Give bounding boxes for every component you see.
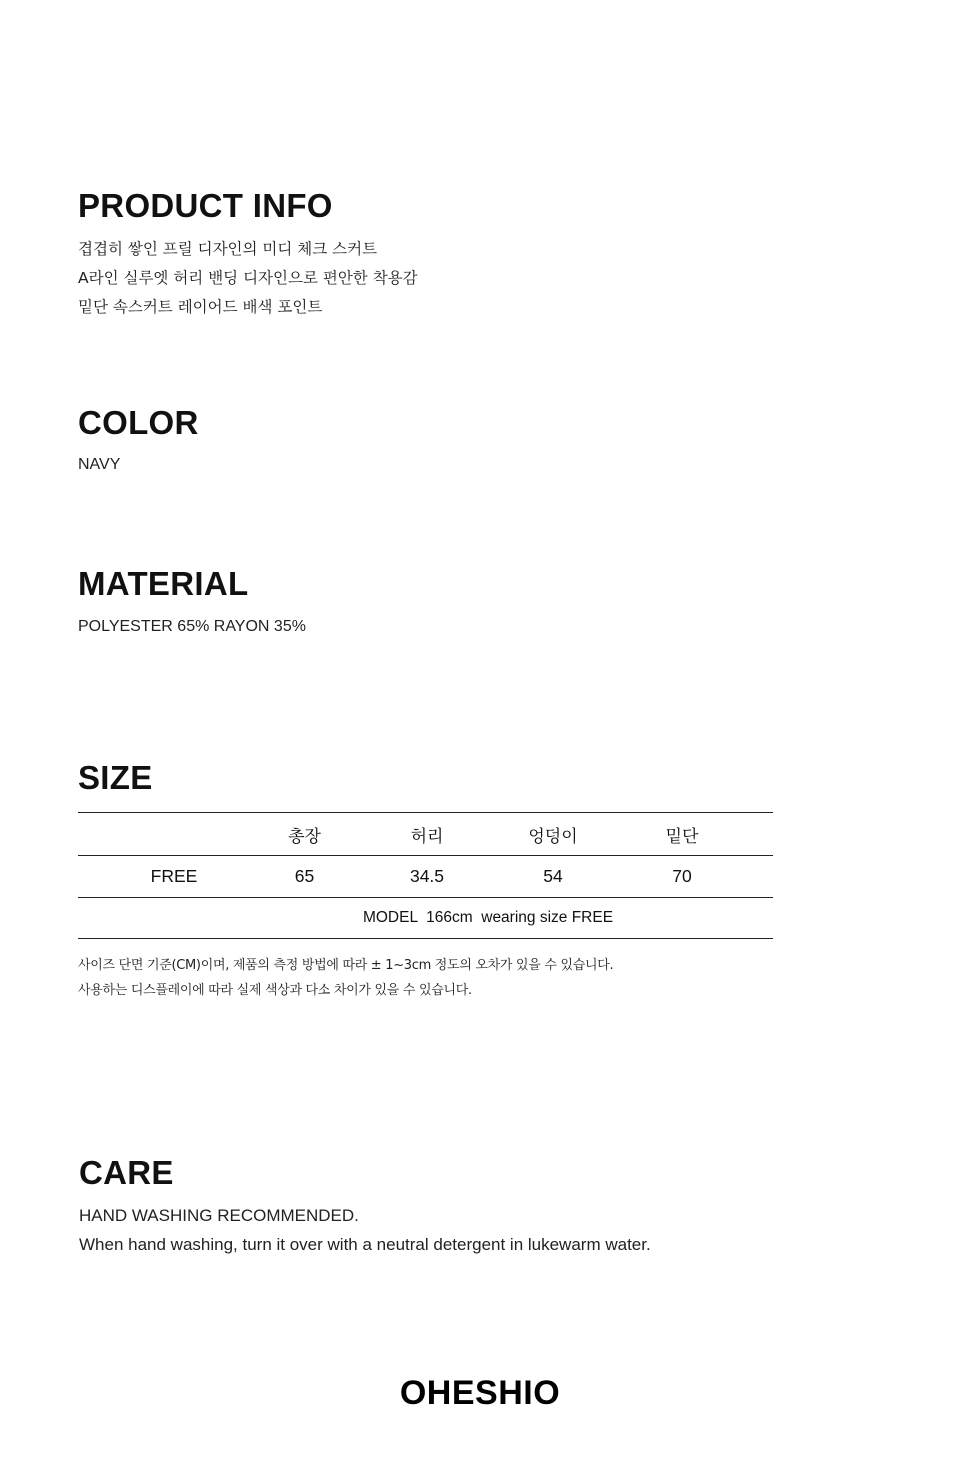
table-row [78, 856, 773, 898]
size-note: 사용하는 디스플레이에 따라 실제 색상과 다소 차이가 있을 수 있습니다. [78, 983, 472, 998]
model-note-row [78, 898, 773, 939]
size-title: SIZE [78, 759, 153, 796]
size-notes [78, 953, 613, 1003]
care-title: CARE [79, 1154, 174, 1191]
model-note: MODEL 166cm wearing size FREE [78, 898, 773, 939]
size-cell: 34.5 [339, 856, 515, 898]
material-value: POLYESTER 65% RAYON 35% [78, 618, 306, 635]
size-column-header: 밑단 [591, 813, 773, 856]
product-info-line: 밑단 속스커트 레이어드 배색 포인트 [78, 298, 323, 316]
size-cell: 54 [515, 856, 591, 898]
material-title: MATERIAL [78, 565, 249, 602]
product-info-title: PRODUCT INFO [78, 187, 333, 224]
size-column-header: 엉덩이 [515, 813, 591, 856]
size-table [78, 812, 773, 939]
product-info-line: A라인 실루엣 허리 밴딩 디자인으로 편안한 착용감 [78, 269, 418, 287]
brand-logo: OHESHIO [399, 1374, 561, 1412]
color-value: NAVY [78, 456, 121, 473]
size-cell: 70 [591, 856, 773, 898]
size-column-header: 총장 [270, 813, 339, 856]
size-column-header [78, 813, 270, 856]
care-instructions [79, 1201, 651, 1259]
care-line: When hand washing, turn it over with a neutral detergent in lukewarm water. [79, 1235, 651, 1254]
size-cell: 65 [270, 856, 339, 898]
care-line: HAND WASHING RECOMMENDED. [79, 1206, 359, 1225]
size-note: 사이즈 단면 기준(CM)이며, 제품의 측정 방법에 따라 ± 1~3cm 정도의 오차가 있을 수 있습니다. [78, 958, 614, 973]
size-column-header: 허리 [339, 813, 515, 856]
size-table-header [78, 813, 773, 856]
product-info-description [78, 235, 418, 322]
product-info-line: 겹겹히 쌓인 프릴 디자인의 미디 체크 스커트 [78, 240, 378, 258]
color-title: COLOR [78, 404, 199, 441]
size-cell: FREE [78, 856, 270, 898]
